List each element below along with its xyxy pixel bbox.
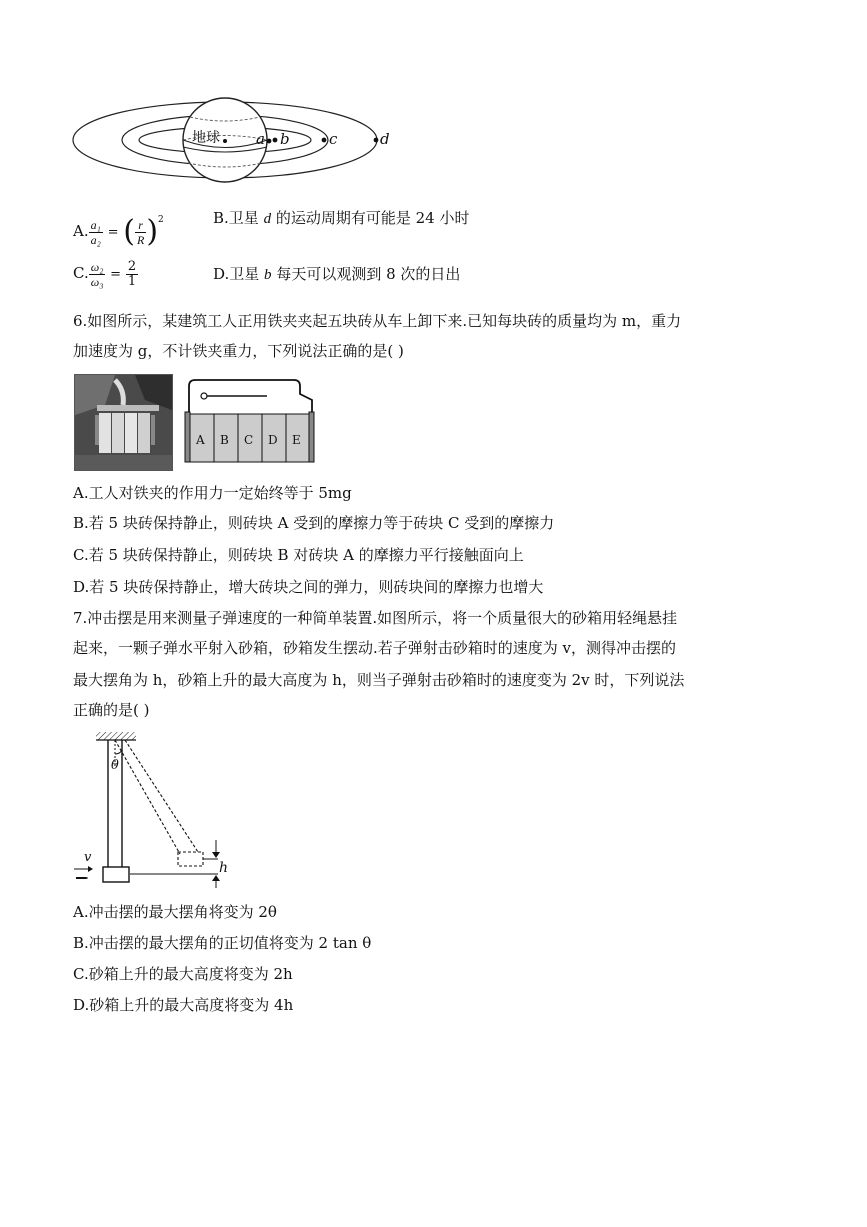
brick-label-a: A [196, 433, 205, 447]
velocity-label: v [84, 850, 92, 865]
brick-label-b: B [220, 433, 229, 447]
q7-stem-line2: 起来，一颗子弹水平射入砂箱，砂箱发生摆动.若子弹射击砂箱时的速度为 v，测得冲击摆的 [73, 639, 677, 657]
brick-label-e: E [292, 433, 301, 447]
q5-option-c: C. $\frac{\text{ω₂}}{\text{ω₃}}$ = $\frac{2}{1}$ [73, 258, 137, 289]
orbit-label-b: b [280, 130, 290, 148]
q6-option-c: C.若 5 块砖保持静止，则砖块 B 对砖块 A 的摩擦力平行接触面向上 [73, 546, 524, 564]
sand-box [103, 867, 129, 882]
orbit-diagram [70, 95, 410, 190]
q7-option-b: B.冲击摆的最大摆角的正切值将变为 2 tan θ [73, 934, 372, 952]
q5-option-d: D.卫星 b 每天可以观测到 8 次的日出 [213, 265, 461, 283]
q7-option-a: A.冲击摆的最大摆角将变为 2θ [73, 903, 277, 921]
q7-stem-line1: 7.冲击摆是用来测量子弹速度的一种简单装置.如图所示，将一个质量很大的砂箱用轻绳悬挂 [73, 609, 678, 627]
orbit-label-d: d [380, 130, 390, 148]
brick-label-d: D [268, 433, 278, 447]
q7-option-d: D.砂箱上升的最大高度将变为 4h [73, 996, 294, 1014]
ballistic-pendulum-diagram [70, 728, 240, 888]
orbit-label-c: c [329, 130, 338, 148]
q6-option-b: B.若 5 块砖保持静止，则砖块 A 受到的摩擦力等于砖块 C 受到的摩擦力 [73, 514, 555, 532]
q5-option-b: B.卫星 d 的运动周期有可能是 24 小时 [213, 209, 470, 227]
q5-option-a: A. $\frac{\text{a₁}}{\text{a₂}}$ = ( $\frac{r}{R}$ )$^2$ [73, 214, 164, 249]
brick-photo [74, 374, 173, 471]
satellite-c [322, 138, 327, 143]
brick-clamp-diagram [182, 374, 322, 466]
satellite-b [273, 138, 278, 143]
satellite-d [374, 138, 379, 143]
q6-stem-line2: 加速度为 g，不计铁夹重力，下列说法正确的是( ) [73, 342, 404, 360]
earth-label: 地球 [192, 130, 220, 146]
angle-label: θ [111, 758, 119, 773]
bullet [76, 877, 88, 879]
q6-stem-line1: 6.如图所示，某建筑工人正用铁夹夹起五块砖从车上卸下来.已知每块砖的质量均为 m，重力 [73, 312, 682, 330]
q7-option-c: C.砂箱上升的最大高度将变为 2h [73, 965, 293, 983]
orbit-label-a: a [256, 130, 265, 148]
q7-stem-line4: 正确的是( ) [73, 701, 150, 719]
q6-option-d: D.若 5 块砖保持静止，增大砖块之间的弹力，则砖块间的摩擦力也增大 [73, 578, 544, 596]
q7-stem-line3: 最大摆角为 h，砂箱上升的最大高度为 h，则当子弹射击砂箱时的速度变为 2v 时，下列说法 [73, 671, 685, 689]
height-label: h [219, 860, 229, 876]
brick-label-c: C [244, 433, 254, 447]
satellite-a [267, 139, 272, 144]
q6-option-a: A.工人对铁夹的作用力一定始终等于 5mg [73, 484, 352, 502]
